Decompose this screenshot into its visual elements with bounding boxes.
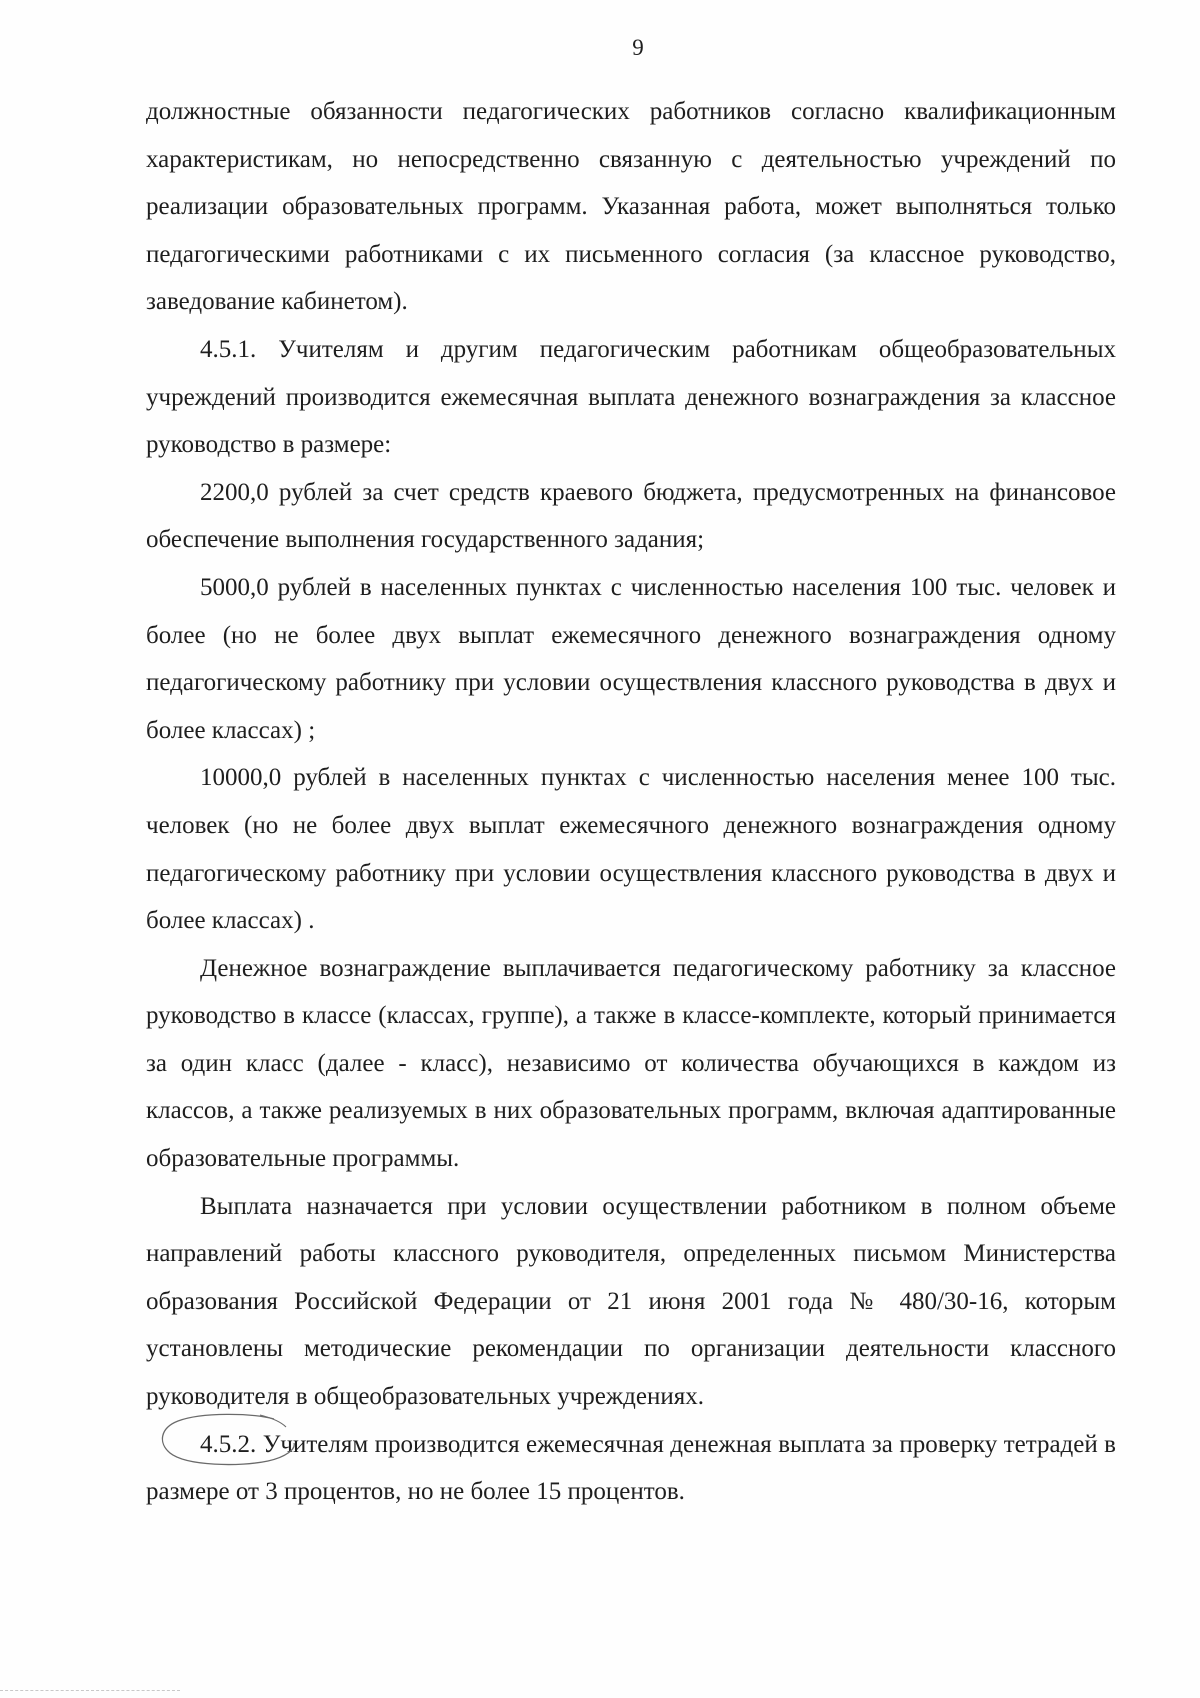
paragraph-reward-conditions: Денежное вознаграждение выплачивается педагогическому работнику за классное руководство в классе (классах, группе), а также в классе-комплекте, который принимается за один класс (далее - класс), независимо от количества обучающихся в каждом из классов, а также реализуемых в них образовательных программ, включая адаптированные образовательные программы. xyxy=(146,954,1116,1173)
paragraph-4-5-1: 4.5.1. Учителям и другим педагогическим работникам общеобразовательных учреждений производится ежемесячная выплата денежного вознаграждения за классное руководство в размере: xyxy=(146,335,1116,459)
paragraph-payment-conditions: Выплата назначается при условии осуществлении работником в полном объеме направлений работы классного руководителя, определенных письмом Министерства образования Российской Федерации от 21 июня 2001 года № 480/30-16, которым установлены методические рекомендации по организации деятельности классного руководителя в общеобразовательных учреждениях. xyxy=(146,1192,1116,1411)
paragraph-rate-2200: 2200,0 рублей за счет средств краевого бюджета, предусмотренных на финансовое обеспечение выполнения государственного задания; xyxy=(146,478,1116,554)
paragraph-rate-10000: 10000,0 рублей в населенных пунктах с численностью населения менее 100 тыс. человек (но не более двух выплат ежемесячного денежного вознаграждения одному педагогическому работнику при условии осуществления классного руководства в двух и более классах) . xyxy=(146,764,1116,935)
paragraph-continuation: должностные обязанности педагогических работников согласно квалификационным характеристикам, но непосредственно связанную с деятельностью учреждений по реализации образовательных программ. Указанная работа, может выполняться только педагогическими работниками с их письменного согласия (за классное руководство, заведование кабинетом). xyxy=(146,98,1116,316)
scan-edge-line xyxy=(0,1690,180,1691)
paragraph-rate-5000: 5000,0 рублей в населенных пунктах с численностью населения 100 тыс. человек и более (но не более двух выплат ежемесячного денежного вознаграждения одному педагогическому работнику при условии осуществления классного руководства в двух и более классах) ; xyxy=(146,573,1116,744)
document-body xyxy=(146,88,1116,1516)
item-number: 4.5.2. xyxy=(200,1430,257,1458)
circled-item-number xyxy=(200,1421,256,1469)
page-number: 9 xyxy=(632,35,644,60)
paragraph-4-5-2 xyxy=(146,1421,1116,1516)
item-text: Учителям производится ежемесячная денежная выплата за проверку тетрадей в размере от 3 процентов, но не более 15 процентов. xyxy=(146,1430,1116,1506)
